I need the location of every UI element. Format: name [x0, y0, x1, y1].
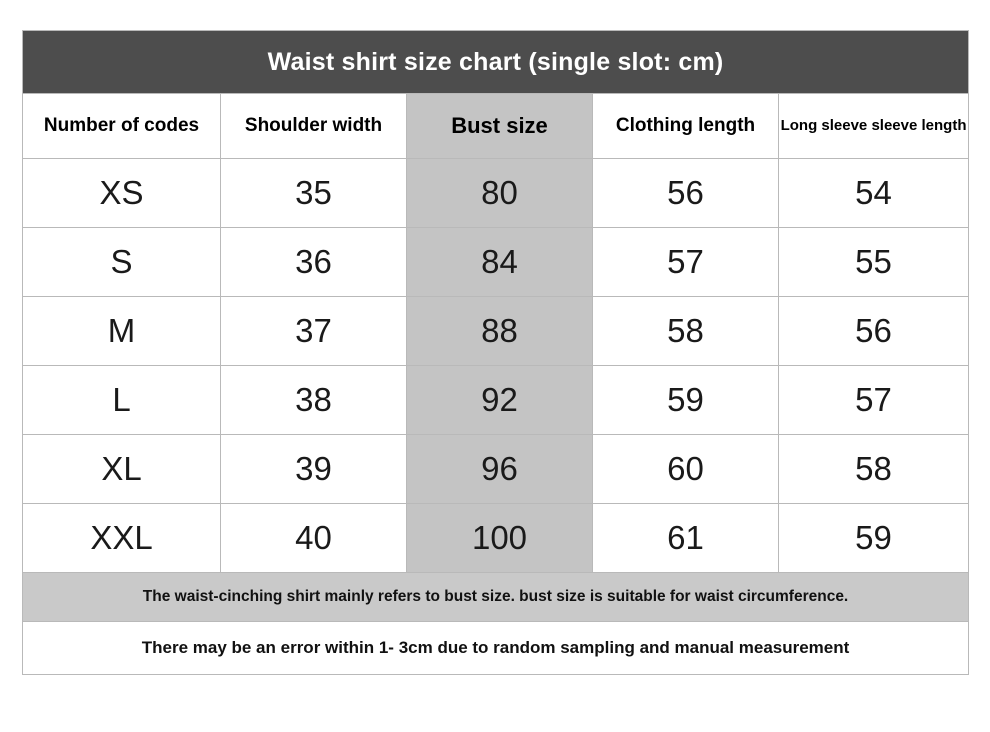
cell-shoulder-width: 39 — [221, 435, 407, 504]
cell-clothing-length: 56 — [593, 159, 779, 228]
table-row — [23, 159, 969, 228]
cell-sleeve-length: 59 — [779, 504, 969, 573]
cell-clothing-length: 58 — [593, 297, 779, 366]
cell-sleeve-length: 57 — [779, 366, 969, 435]
cell-bust-size: 96 — [407, 435, 593, 504]
column-header-long-sleeve-length: Long sleeve sleeve length — [779, 94, 969, 159]
note-row-primary — [23, 573, 969, 622]
size-chart-table — [22, 30, 969, 675]
table-header-row — [23, 94, 969, 159]
cell-bust-size: 88 — [407, 297, 593, 366]
cell-shoulder-width: 40 — [221, 504, 407, 573]
cell-clothing-length: 61 — [593, 504, 779, 573]
table-row — [23, 504, 969, 573]
cell-clothing-length: 60 — [593, 435, 779, 504]
cell-bust-size: 84 — [407, 228, 593, 297]
note-measurement-error: There may be an error within 1- 3cm due to random sampling and manual measurement — [23, 622, 969, 675]
cell-shoulder-width: 38 — [221, 366, 407, 435]
cell-bust-size: 100 — [407, 504, 593, 573]
cell-clothing-length: 57 — [593, 228, 779, 297]
column-header-number-of-codes: Number of codes — [23, 94, 221, 159]
column-header-clothing-length: Clothing length — [593, 94, 779, 159]
column-header-shoulder-width: Shoulder width — [221, 94, 407, 159]
table-row — [23, 435, 969, 504]
cell-size-code: M — [23, 297, 221, 366]
cell-clothing-length: 59 — [593, 366, 779, 435]
table-title-row — [23, 31, 969, 94]
note-bust-size: The waist-cinching shirt mainly refers to bust size. bust size is suitable for waist circumference. — [23, 573, 969, 622]
cell-size-code: XL — [23, 435, 221, 504]
cell-shoulder-width: 35 — [221, 159, 407, 228]
cell-shoulder-width: 37 — [221, 297, 407, 366]
cell-size-code: S — [23, 228, 221, 297]
table-row — [23, 366, 969, 435]
cell-sleeve-length: 54 — [779, 159, 969, 228]
note-row-secondary — [23, 622, 969, 675]
column-header-bust-size: Bust size — [407, 94, 593, 159]
chart-title: Waist shirt size chart (single slot: cm) — [23, 31, 969, 94]
cell-sleeve-length: 58 — [779, 435, 969, 504]
cell-sleeve-length: 55 — [779, 228, 969, 297]
cell-size-code: XXL — [23, 504, 221, 573]
table-row — [23, 228, 969, 297]
cell-sleeve-length: 56 — [779, 297, 969, 366]
cell-bust-size: 92 — [407, 366, 593, 435]
cell-size-code: XS — [23, 159, 221, 228]
cell-shoulder-width: 36 — [221, 228, 407, 297]
cell-bust-size: 80 — [407, 159, 593, 228]
table-row — [23, 297, 969, 366]
cell-size-code: L — [23, 366, 221, 435]
